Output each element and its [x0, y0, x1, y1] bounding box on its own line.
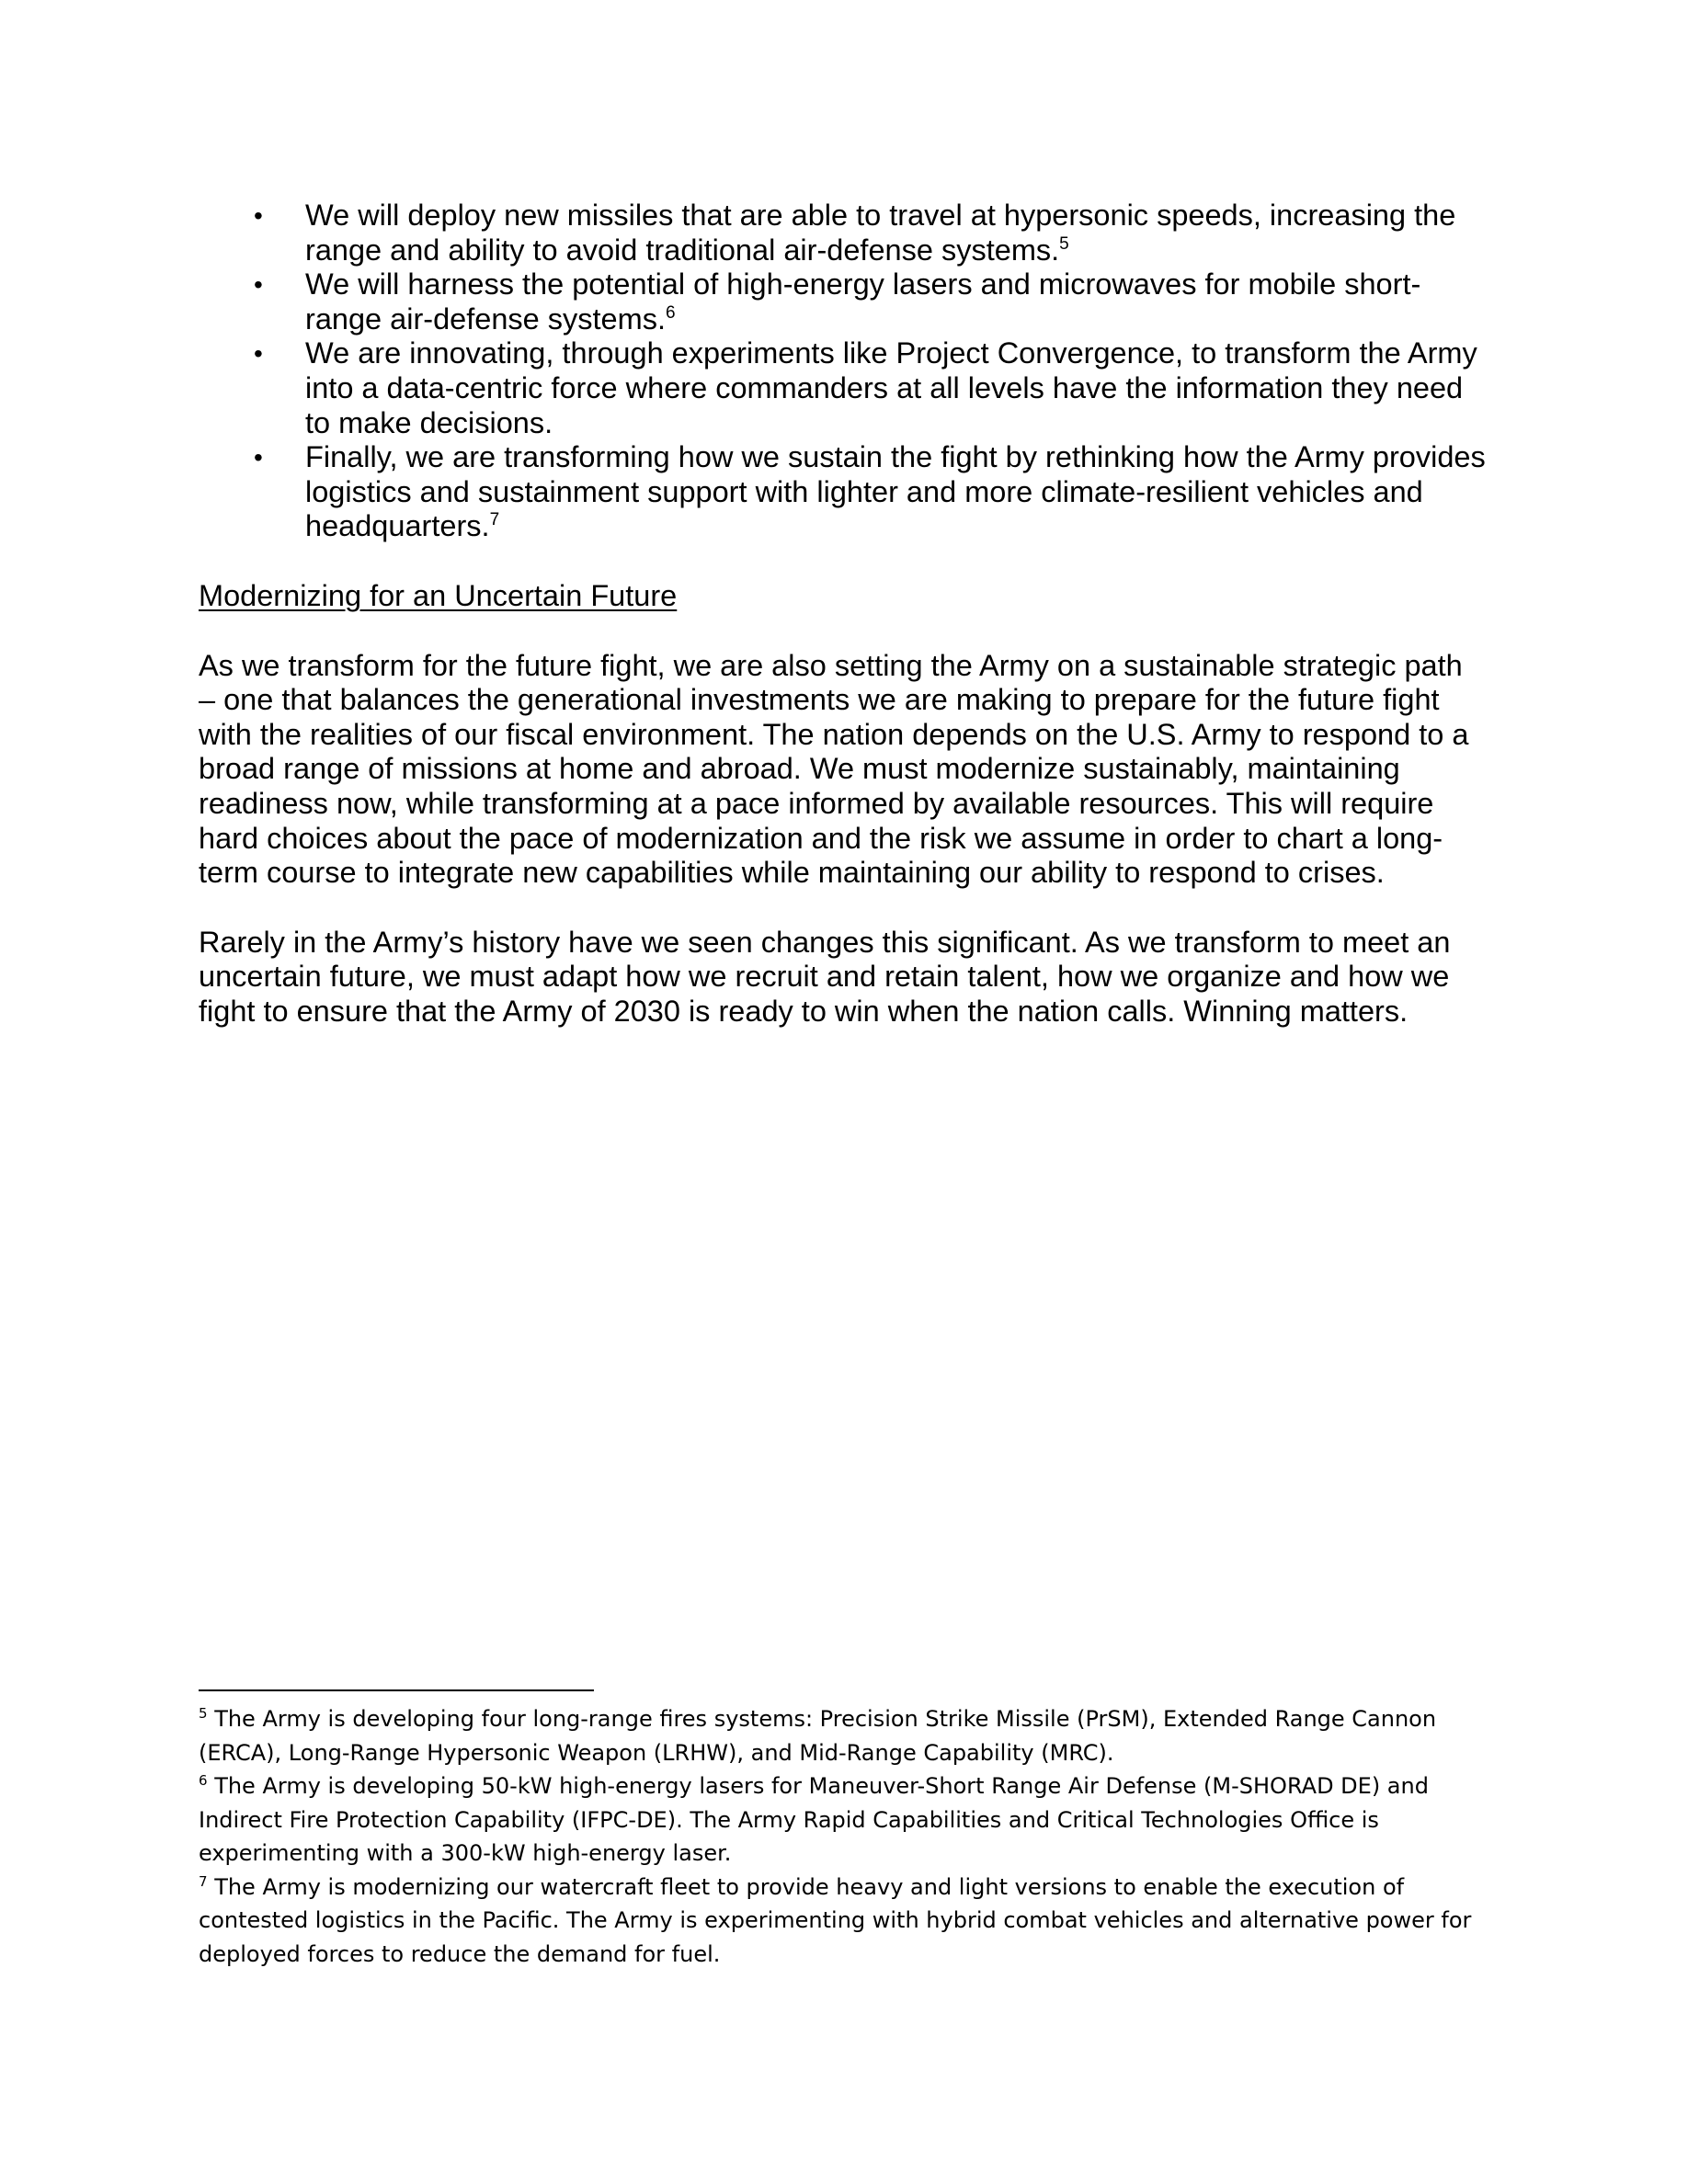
footnote-number: 7: [199, 1872, 208, 1890]
footnote-number: 5: [199, 1705, 208, 1722]
footnote-ref[interactable]: 5: [1059, 233, 1069, 254]
footnote-text: The Army is modernizing our watercraft fleet to provide heavy and light versions to enable the execution of contested logistics in the Pacific. The Army is experimenting with hybrid combat vehicles and alternative power for deployed forces to reduce the demand for fuel.: [199, 1873, 1472, 1967]
bullet-text: We are innovating, through experiments like Project Convergence, to transform the Army into a data-centric force where commanders at all levels have the information they need to make decisions.: [305, 336, 1477, 439]
bullet-text: We will harness the potential of high-energy lasers and microwaves for mobile short-range air-defense systems.: [305, 267, 1421, 336]
footnote-ref[interactable]: 6: [665, 302, 676, 323]
body-paragraph: As we transform for the future fight, we are also setting the Army on a sustainable strategic path – one that balances the generational investments we are making to prepare for the future fight with the realities of our fiscal environment. The nation depends on the U.S. Army to respond to a broad range of missions at home and abroad. We must modernize sustainably, maintaining readiness now, while transforming at a pace informed by available resources. This will require hard choices about the pace of modernization and the risk we assume in order to chart a long-term course to integrate new capabilities while maintaining our ability to respond to crises.: [199, 648, 1469, 890]
bullet-icon: •: [254, 201, 263, 230]
bullet-icon: •: [254, 443, 263, 472]
footnote-item: [199, 1702, 1486, 1769]
bullet-list: [199, 199, 1486, 544]
footnote-text: The Army is developing four long-range fires systems: Precision Strike Missile (PrSM), Extended Range Cannon (ERCA), Long-Range Hypersonic Weapon (LRHW), and Mid-Range Capability (MRC).: [199, 1706, 1437, 1766]
bullet-icon: •: [254, 270, 263, 300]
body-content: [199, 199, 1486, 1029]
footnote-text: The Army is developing 50-kW high-energy lasers for Maneuver-Short Range Air Defense (M-SHORAD DE) and Indirect Fire Protection Capability (IFPC-DE). The Army Rapid Capabilities and Critical Technologies Office is experimenting with a 300-kW high-energy laser.: [199, 1773, 1429, 1866]
section-heading: Modernizing for an Uncertain Future: [199, 578, 678, 612]
bullet-icon: •: [254, 339, 263, 369]
bullet-text: We will deploy new missiles that are able to travel at hypersonic speeds, increasing the range and ability to avoid traditional air-defense systems.: [305, 199, 1456, 267]
footnote-divider: [199, 1689, 594, 1691]
body-paragraph: Rarely in the Army’s history have we seen changes this significant. As we transform to meet an uncertain future, we must adapt how we recruit and retain talent, how we organize and how we fight to ensure that the Army of 2030 is ready to win when the nation calls. Winning matters.: [199, 925, 1451, 1028]
footnote-number: 6: [199, 1772, 208, 1789]
bullet-item: [199, 267, 1486, 336]
bullet-item: [199, 440, 1486, 544]
footnotes: [199, 1702, 1486, 1971]
footnote-ref[interactable]: 7: [489, 510, 500, 530]
bullet-text: Finally, we are transforming how we sustain the fight by rethinking how the Army provides logistics and sustainment support with lighter and more climate-resilient vehicles and headquarters.: [305, 440, 1486, 543]
footnote-item: [199, 1871, 1486, 1972]
footnote-item: [199, 1769, 1486, 1871]
bullet-item: [199, 336, 1486, 440]
bullet-item: [199, 199, 1486, 267]
